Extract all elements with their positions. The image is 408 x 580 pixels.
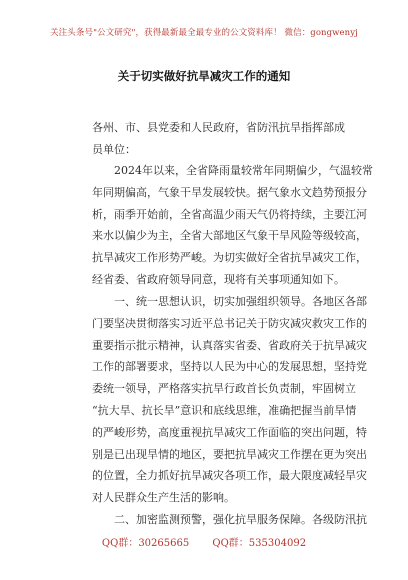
paragraph-line: 来水以偏少为主，全省大部地区气象干旱风险等级较高， (92, 229, 367, 243)
salutation-line: 员单位： (92, 142, 136, 156)
paragraph-line: 析，雨季开始前，全省高温少雨天气仍将持续，主要江河 (92, 207, 367, 221)
paragraph-line: 抗旱减灾工作形势严峻。为切实做好全省抗旱减灾工作， (92, 251, 367, 265)
salutation (92, 117, 345, 161)
paragraph-line: 委统一领导，严格落实抗旱行政首长负责制，牢固树立 (92, 382, 356, 396)
footer-qq-group-2: QQ群：535304092 (212, 538, 307, 549)
paragraph-line: 2024年以来，全省降雨量较常年同期偏少，气温较常 (114, 164, 373, 177)
salutation-line: 各州、市、县党委和人民政府，省防汛抗旱指挥部成 (92, 121, 345, 134)
paragraph-line: 的位置，全力抓好抗旱减灾各项工作，最大限度减轻旱灾 (92, 469, 367, 483)
document-title: 关于切实做好抗旱减灾工作的通知 (117, 69, 291, 83)
paragraph-line: 的严峻形势，高度重视抗旱减灾工作面临的突出问题，特 (92, 425, 367, 439)
paragraph-line: 门要坚决贯彻落实习近平总书记关于防灾减灾救灾工作的 (92, 316, 367, 330)
header-note: 关注头条号"公文研究"，获得最新最全最专业的公文资料库！ 微信：gongwenyj (50, 28, 358, 38)
paragraph-3 (92, 509, 367, 531)
paragraph-1 (92, 160, 373, 291)
paragraph-line: 年同期偏高，气象干旱发展较快。据气象水文趋势预报分 (92, 185, 367, 199)
paragraph-line: 工作的部署要求，坚持以人民为中心的发展思想，坚持党 (92, 360, 367, 374)
footer (0, 534, 408, 549)
paragraph-line: 经省委、省政府领导同意，现将有关事项通知如下。 (92, 272, 345, 286)
footer-qq-group-1: QQ群：30265665 (101, 538, 190, 549)
paragraph-line: 重要指示批示精神，认真落实省委、省政府关于抗旱减灾 (92, 338, 367, 352)
paragraph-line: 对人民群众生产生活的影响。 (92, 491, 235, 505)
paragraph-line: 二、加密监测预警，强化抗旱服务保障。各级防汛抗 (114, 513, 367, 526)
paragraph-line: “抗大旱、抗长旱”意识和底线思维，准确把握当前旱情 (92, 403, 357, 417)
paragraph-2 (92, 291, 367, 509)
paragraph-line: 别是已出现旱情的地区，要把抗旱减灾工作摆在更为突出 (92, 447, 367, 461)
paragraph-line: 一、统一思想认识，切实加强组织领导。各地区各部 (114, 295, 367, 308)
